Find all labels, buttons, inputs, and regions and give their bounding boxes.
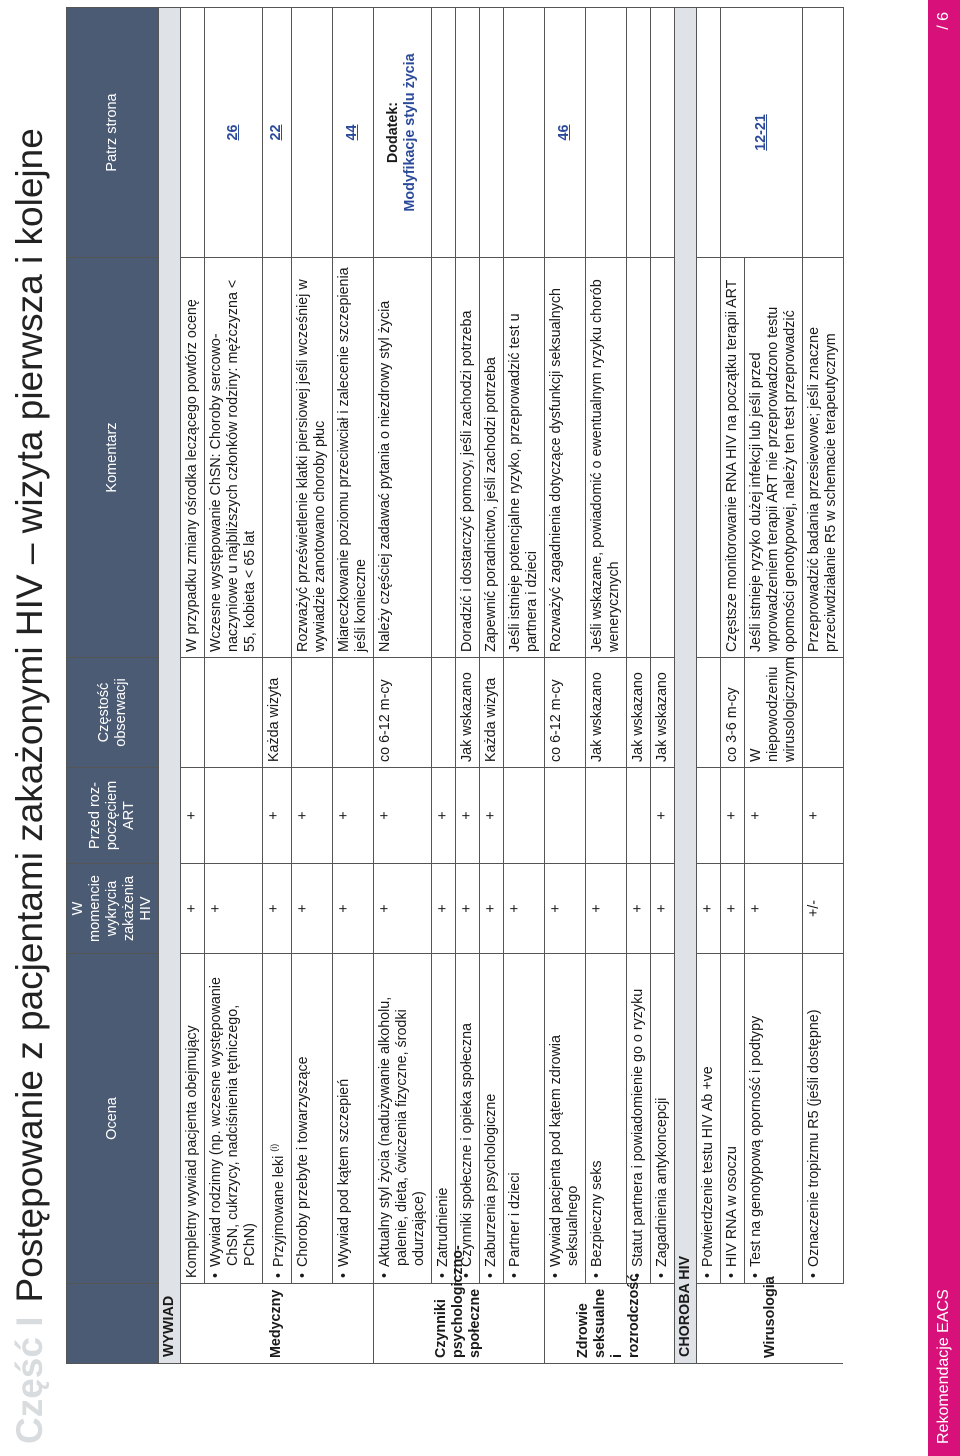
page-cell [431, 8, 455, 258]
komentarz-cell: Doradzić i dostarczyć pomocy, jeśli zachodzi potrzeba [455, 258, 479, 658]
table-row [650, 8, 674, 1364]
wykrycie-cell: + [544, 864, 585, 954]
wykrycie-cell: + [332, 864, 373, 954]
category-psycho: Czynniki psychologiczno-społeczne [373, 1284, 544, 1364]
page-link-26[interactable]: 26 [225, 124, 241, 141]
table-row [585, 8, 626, 1364]
przed-art-cell: + [263, 768, 292, 864]
czestosc-cell: Jak wskazano [455, 658, 479, 768]
page-title [4, 14, 56, 1444]
przed-art-cell: + [455, 768, 479, 864]
table-row [696, 8, 720, 1364]
header-empty [67, 1284, 159, 1364]
category-zdrowie: Zdrowie seksualne i rozrodczość [544, 1284, 674, 1364]
przed-art-cell [205, 768, 263, 864]
przed-art-cell: + [431, 768, 455, 864]
czestosc-cell [696, 658, 720, 768]
wykrycie-cell: + [205, 864, 263, 954]
ocena-bullet: • Statut partnera i powiadomienie go o ryzyku [630, 959, 647, 1278]
header-ocena: Ocena [67, 954, 159, 1284]
wykrycie-cell: + [181, 864, 205, 954]
table-row [291, 8, 332, 1364]
ocena-cell [626, 954, 650, 1284]
czestosc-cell: Każda wizyta [263, 658, 292, 768]
table-row [205, 8, 263, 1364]
title-text: Postępowanie z pacjentami zakażonymi HIV – wizyta pierwsza i kolejne [9, 128, 50, 1303]
ocena-cell [503, 954, 544, 1284]
ocena-cell [205, 954, 263, 1284]
wykrycie-cell: + [585, 864, 626, 954]
przed-art-cell [696, 768, 720, 864]
page-cell [626, 8, 650, 258]
komentarz-cell: Zapewnić poradnictwo, jeśli zachodzi potrzeba [479, 258, 503, 658]
komentarz-cell [431, 258, 455, 658]
page-cell [585, 8, 626, 258]
ocena-bullet: • Choroby przebyte i towarzyszące [295, 959, 312, 1278]
wykrycie-cell: + [455, 864, 479, 954]
ocena-bullet: • Oznaczenie tropizmu R5 (jeśli dostępne) [806, 959, 823, 1278]
komentarz-cell: Wczesne występowanie ChSN: Choroby sercowo-naczyniowe u najbliższych członków rodziny: mężczyzna < 55, kobieta < 65 lat [205, 258, 263, 658]
ocena-bullet: • Wywiad pacjenta pod kątem zdrowia seksualnego [548, 959, 582, 1278]
czestosc-cell: Każda wizyta [479, 658, 503, 768]
table-row [503, 8, 544, 1364]
header-wykrycie: W momencie wykrycia zakażenia HIV [67, 864, 159, 954]
footer-title: Rekomendacje EACS [935, 1289, 952, 1444]
page-cell [205, 8, 263, 258]
header-komentarz: Komentarz [67, 258, 159, 658]
komentarz-cell [626, 258, 650, 658]
czestosc-cell [332, 658, 373, 768]
ocena-cell [720, 954, 744, 1284]
page-cell [291, 8, 332, 258]
komentarz-cell: Jeśli wskazane, powiadomić o ewentualnym ryzyku chorób wenerycznych [585, 258, 626, 658]
section-label: WYWIAD [159, 8, 181, 1364]
ocena-bullet: • Partner i dzieci [507, 959, 524, 1278]
komentarz-cell: Jeśli istnieje ryzyko dużej infekcji lub jeśli przed wprowadzeniem terapii ART nie przeprowadzono testu opomości genotypowej, należy ten test przeprowadzić [744, 258, 802, 658]
przed-art-cell: + [181, 768, 205, 864]
ocena-bullet: • Zaburzenia psychologiczne [483, 959, 500, 1278]
wykrycie-cell: + [650, 864, 674, 954]
page-cell [696, 8, 720, 258]
page-cell [181, 8, 205, 258]
komentarz-cell [650, 258, 674, 658]
ocena-bullet: • Potwierdzenie testu HIV Ab +ve [700, 959, 717, 1278]
ocena-cell [802, 954, 843, 1284]
assessment-table [66, 7, 844, 1364]
czestosc-cell: W niepowodzeniu wirusologicznym [744, 658, 802, 768]
part-label: Część I [9, 1316, 50, 1444]
przed-art-cell: + [650, 768, 674, 864]
przed-art-cell: + [744, 768, 802, 864]
wykrycie-cell: + [626, 864, 650, 954]
page-cell [544, 8, 585, 258]
page-link-44[interactable]: 44 [344, 124, 361, 141]
wykrycie-cell: + [720, 864, 744, 954]
komentarz-cell: Jeśli istnieje potencjalne ryzyko, przeprowadzić test u partnera i dzieci [503, 258, 544, 658]
table-row [626, 8, 650, 1364]
wykrycie-cell: + [696, 864, 720, 954]
table-row [431, 8, 455, 1364]
table-row [479, 8, 503, 1364]
wykrycie-cell: + [373, 864, 431, 954]
page-cell [720, 8, 802, 258]
przed-art-cell [544, 768, 585, 864]
page-cell [479, 8, 503, 258]
ocena-bullet: • Bezpieczny seks [589, 959, 606, 1278]
header-czestosc: Częstość obserwacji [67, 658, 159, 768]
table-row [544, 8, 585, 1364]
komentarz-cell [696, 258, 720, 658]
ocena-bullet [266, 959, 288, 1278]
ocena-cell [263, 954, 292, 1284]
footer-bar [928, 0, 960, 1456]
komentarz-cell [263, 258, 292, 658]
komentarz-cell: Rozważyć prześwietlenie klatki piersiowej jeśli wcześniej w wywiadzie zanotowano choroby płuc [291, 258, 332, 658]
table-row [373, 8, 431, 1364]
table-row [332, 8, 373, 1364]
czestosc-cell: Jak wskazano [626, 658, 650, 768]
czestosc-cell [181, 658, 205, 768]
page-cell [455, 8, 479, 258]
ocena-cell [585, 954, 626, 1284]
czestosc-cell: co 6-12 m-cy [373, 658, 431, 768]
table-row [455, 8, 479, 1364]
ocena-cell [291, 954, 332, 1284]
czestosc-cell: co 6-12 m-cy [544, 658, 585, 768]
przed-art-cell: + [332, 768, 373, 864]
table-row [720, 8, 744, 1364]
przed-art-cell [626, 768, 650, 864]
przed-art-cell: + [291, 768, 332, 864]
page-cell [332, 8, 373, 258]
ocena-cell [455, 954, 479, 1284]
ocena-cell [373, 954, 431, 1284]
czestosc-cell [205, 658, 263, 768]
wykrycie-cell: + [479, 864, 503, 954]
przed-art-cell: + [720, 768, 744, 864]
ocena-cell [479, 954, 503, 1284]
przed-art-cell [503, 768, 544, 864]
page-link-lifestyle[interactable]: Modyfikacje stylu życia [402, 53, 419, 212]
page-cell [263, 8, 292, 258]
ocena-bullet: • Wywiad pod kątem szczepień [336, 959, 353, 1278]
wykrycie-cell: + [431, 864, 455, 954]
wykrycie-cell: + [263, 864, 292, 954]
czestosc-cell: co 3-6 m-cy [720, 658, 744, 768]
page-cell [373, 8, 431, 258]
przed-art-cell: + [802, 768, 843, 864]
footnote-marker: (i) [269, 1143, 279, 1152]
table-row [263, 8, 292, 1364]
page-link-46[interactable]: 46 [556, 124, 573, 141]
ocena-cell [544, 954, 585, 1284]
ocena-cell [744, 954, 802, 1284]
wykrycie-cell: +/- [802, 864, 843, 954]
komentarz-cell: Należy częściej zadawać pytania o niezdrowy styl życia [373, 258, 431, 658]
ocena-cell [696, 954, 720, 1284]
page-cell [503, 8, 544, 258]
komentarz-cell: W przypadku zmiany ośrodka leczącego powtórz ocenę [181, 258, 205, 658]
przed-art-cell [585, 768, 626, 864]
ocena-bullet: • Zatrudnienie [435, 959, 452, 1278]
table-row [181, 8, 205, 1364]
komentarz-cell: Miareczkowanie poziomu przeciwciał i zalecenie szczepienia jeśli konieczne [332, 258, 373, 658]
ocena-cell [332, 954, 373, 1284]
przed-art-cell: + [373, 768, 431, 864]
ocena-cell [431, 954, 455, 1284]
ocena-bullet: • Zagadnienia antykoncepcji [654, 959, 671, 1278]
page-link-22[interactable]: 22 [268, 124, 285, 141]
ocena-bullet: • Wywiad rodzinny (np. wczesne występowanie ChSN, cukrzycy, nadciśnienia tętniczego, PChN) [208, 959, 259, 1278]
ocena-bullet: • Aktualny styl życia (nadużywanie alkoholu, palenie, dieta, ćwiczenia fizyczne, środki odurzające) [377, 959, 428, 1278]
section-label: CHOROBA HIV [674, 8, 696, 1364]
przed-art-cell: + [479, 768, 503, 864]
header-przed-art: Przed roz-poczęciem ART [67, 768, 159, 864]
czestosc-cell [503, 658, 544, 768]
ocena-bullet: • HIV RNA w osoczu [724, 959, 741, 1278]
page-link-12-21[interactable]: 12-21 [752, 114, 769, 151]
ocena-bullet: • Test na genotypową oporność i podtypy [748, 959, 765, 1278]
ocena-cell: Kompletny wywiad pacjenta obejmujący [181, 954, 205, 1284]
section-row-choroba [674, 8, 696, 1364]
page-cell [802, 8, 843, 258]
komentarz-cell: Rozważyć zagadnienia dotyczące dysfunkcji seksualnych [544, 258, 585, 658]
ocena-text: Przyjmowane leki [270, 1155, 287, 1267]
header-patrz: Patrz strona [67, 8, 159, 258]
section-row-wywiad [159, 8, 181, 1364]
page-cell [650, 8, 674, 258]
czestosc-cell [802, 658, 843, 768]
wykrycie-cell: + [503, 864, 544, 954]
page-addon-label: Dodatek: [385, 101, 402, 164]
table-row [802, 8, 843, 1364]
czestosc-cell: Jak wskazano [650, 658, 674, 768]
komentarz-cell: Częstsze monitorowanie RNA HIV na początku terapii ART [720, 258, 744, 658]
ocena-cell [650, 954, 674, 1284]
wykrycie-cell: + [291, 864, 332, 954]
wykrycie-cell: + [744, 864, 802, 954]
komentarz-cell: Przeprowadzić badania przesiewowe; jeśli znaczne przeciwdziałanie R5 w schemacie terapeutycznym [802, 258, 843, 658]
czestosc-cell [291, 658, 332, 768]
category-medyczny: Medyczny [181, 1284, 374, 1364]
table-header-row [67, 8, 159, 1364]
category-wirusologia: Wirusologia [696, 1284, 843, 1364]
ocena-bullet: • Czynniki społeczne i opieka społeczna [459, 959, 476, 1278]
czestosc-cell [431, 658, 455, 768]
czestosc-cell: Jak wskazano [585, 658, 626, 768]
page-number: / 6 [935, 12, 952, 30]
